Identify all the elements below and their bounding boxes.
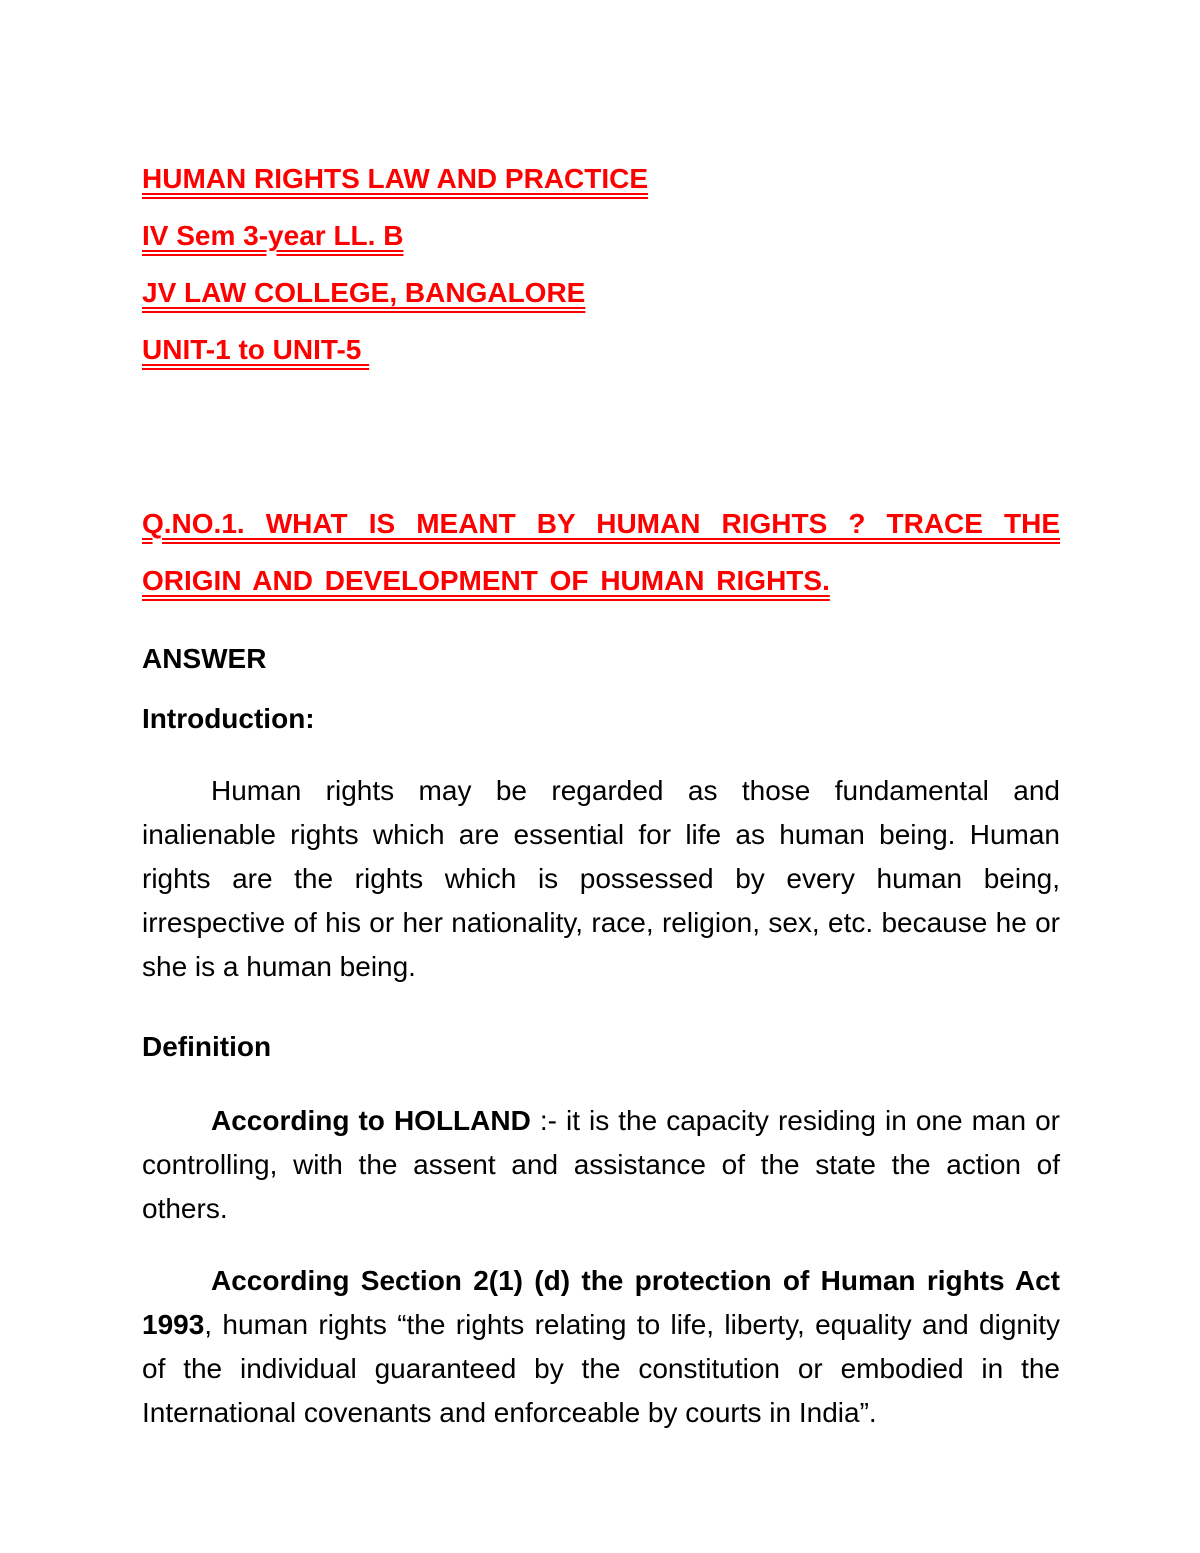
units-line: UNIT-1 to UNIT-5 [142,334,370,365]
section-lead: According Section 2(1) (d) the protection of Human rights Act 1993 [142,1265,1060,1340]
spacer [142,378,1060,495]
question-heading: Q.NO.1. WHAT IS MEANT BY HUMAN RIGHTS ? TRACE THE ORIGIN AND DEVELOPMENT OF HUMAN RIGHTS. [142,508,1060,596]
holland-text: :- it is the capacity residing in one man or controlling, with the assent and assistance of the state the action of others. [142,1105,1060,1224]
section-text: , human rights “the rights relating to life, liberty, equality and dignity of the individual guaranteed by the constitution or embodied in the International covenants and enforceable by courts in India”. [142,1309,1060,1428]
section-definition [142,1259,1060,1435]
semester-line: IV Sem 3-year LL. B [142,220,404,251]
introduction-heading: Introduction: [142,703,315,734]
holland-lead: According to HOLLAND [211,1105,531,1136]
answer-label: ANSWER [142,643,267,674]
introduction-paragraph: Human rights may be regarded as those fundamental and inalienable rights which are essential for life as human being. Human rights are the rights which is possessed by every human being, irrespective of his or her nationality, race, religion, sex, etc. because he or she is a human being. [142,775,1060,982]
definition-heading: Definition [142,1031,272,1062]
holland-definition [142,1099,1060,1231]
college-line: JV LAW COLLEGE, BANGALORE [142,277,586,308]
document-body [142,150,1060,1435]
course-title: HUMAN RIGHTS LAW AND PRACTICE [142,163,649,194]
